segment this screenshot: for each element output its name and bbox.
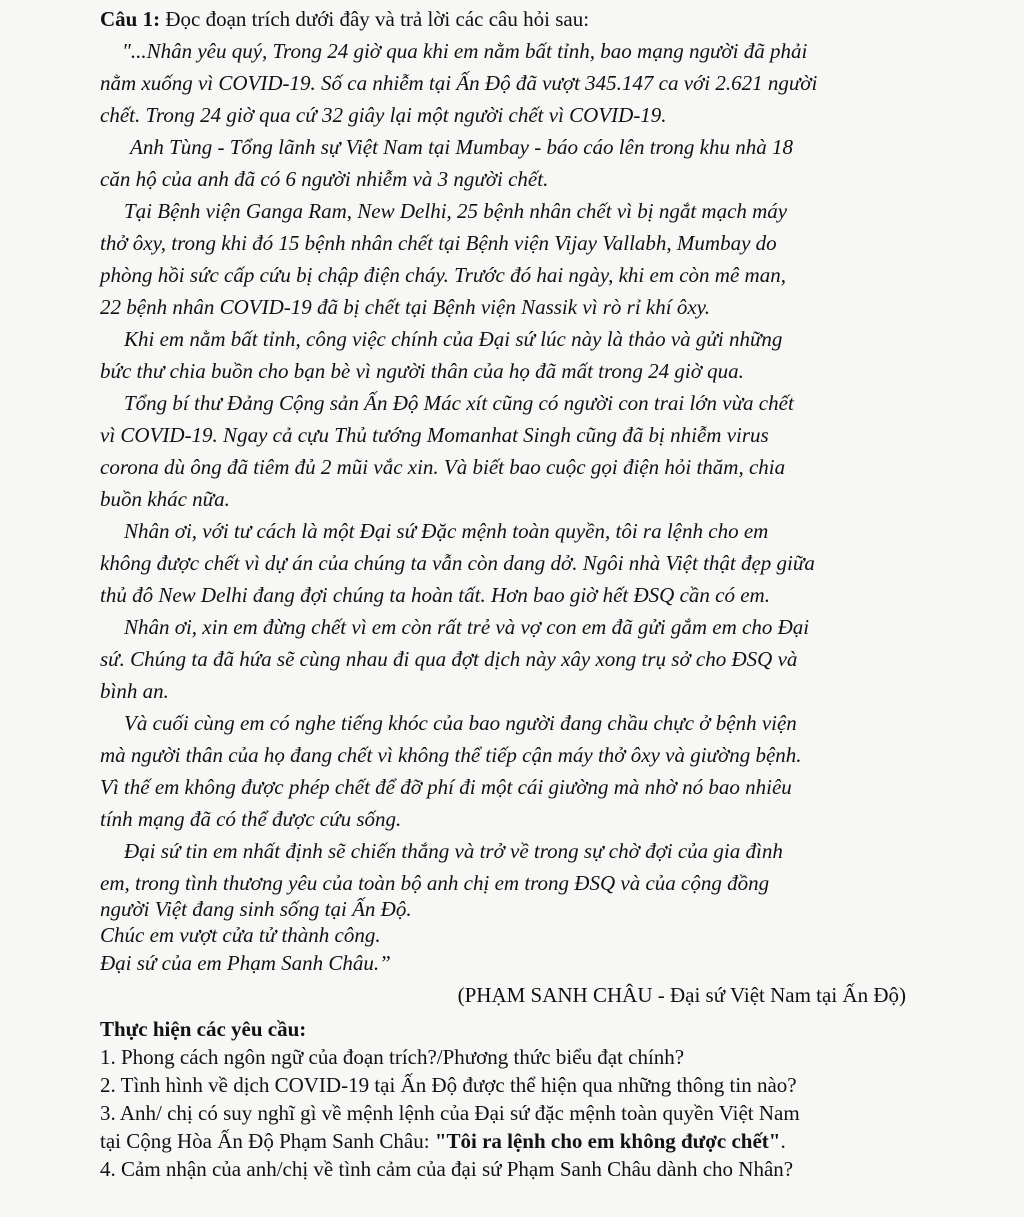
excerpt-line: Tổng bí thư Đảng Cộng sản Ấn Độ Mác xít cũng có người con trai lớn vừa chết — [124, 391, 794, 415]
excerpt-line: tính mạng đã có thể được cứu sống. — [100, 807, 402, 831]
excerpt-line: sứ. Chúng ta đã hứa sẽ cùng nhau đi qua đợt dịch này xây xong trụ sở cho ĐSQ và — [100, 647, 798, 671]
task-line: 1. Phong cách ngôn ngữ của đoạn trích?/Phương thức biểu đạt chính? — [100, 1045, 685, 1069]
question-text: Đọc đoạn trích dưới đây và trả lời các câu hỏi sau: — [160, 7, 590, 31]
task-line: 3. Anh/ chị có suy nghĩ gì về mệnh lệnh của Đại sứ đặc mệnh toàn quyền Việt Nam — [100, 1101, 800, 1125]
excerpt-line: Đại sứ tin em nhất định sẽ chiến thắng và trở về trong sự chờ đợi của gia đình — [124, 839, 783, 863]
excerpt-line: thủ đô New Delhi đang đợi chúng ta hoàn tất. Hơn bao giờ hết ĐSQ cần có em. — [100, 583, 770, 607]
task3-prefix: tại Cộng Hòa Ấn Độ Phạm Sanh Châu: — [100, 1129, 435, 1153]
excerpt-line: corona dù ông đã tiêm đủ 2 mũi vắc xin. Và biết bao cuộc gọi điện hỏi thăm, chia — [100, 455, 786, 479]
excerpt-line: vì COVID-19. Ngay cả cựu Thủ tướng Momanhat Singh cũng đã bị nhiễm virus — [100, 423, 769, 447]
excerpt-line: phòng hồi sức cấp cứu bị chập điện cháy. Trước đó hai ngày, khi em còn mê man, — [100, 263, 786, 287]
excerpt-line: mà người thân của họ đang chết vì không thể tiếp cận máy thở ôxy và giường bệnh. — [100, 743, 802, 767]
document-page — [100, 0, 906, 1217]
excerpt-line: "...Nhân yêu quý, Trong 24 giờ qua khi em nằm bất tỉnh, bao mạng người đã phải — [122, 39, 808, 63]
excerpt-line: buồn khác nữa. — [100, 487, 230, 511]
tasks-heading: Thực hiện các yêu cầu: — [100, 1017, 307, 1041]
excerpt-line: Nhân ơi, xin em đừng chết vì em còn rất trẻ và vợ con em đã gửi gắm em cho Đại — [124, 615, 810, 639]
task-line: 4. Cảm nhận của anh/chị về tình cảm của đại sứ Phạm Sanh Châu dành cho Nhân? — [100, 1157, 794, 1181]
excerpt-line: bình an. — [100, 679, 169, 703]
excerpt-line: Nhân ơi, với tư cách là một Đại sứ Đặc mệnh toàn quyền, tôi ra lệnh cho em — [124, 519, 769, 543]
excerpt-line: Tại Bệnh viện Ganga Ram, New Delhi, 25 bệnh nhân chết vì bị ngắt mạch máy — [124, 199, 788, 223]
question-heading — [100, 6, 589, 32]
excerpt-signature: Đại sứ của em Phạm Sanh Châu.” — [100, 951, 391, 975]
excerpt-line: căn hộ của anh đã có 6 người nhiễm và 3 người chết. — [100, 167, 549, 191]
excerpt-line: chết. Trong 24 giờ qua cứ 32 giây lại một người chết vì COVID-19. — [100, 103, 667, 127]
task-line: 2. Tình hình về dịch COVID-19 tại Ấn Độ được thể hiện qua những thông tin nào? — [100, 1073, 797, 1097]
excerpt-line: em, trong tình thương yêu của toàn bộ anh chị em trong ĐSQ và của cộng đồng — [100, 871, 770, 895]
excerpt-line: người Việt đang sinh sống tại Ấn Độ. — [100, 897, 412, 921]
task3-end: . — [780, 1129, 786, 1153]
excerpt-line: Anh Tùng - Tổng lãnh sự Việt Nam tại Mumbay - báo cáo lên trong khu nhà 18 — [130, 135, 793, 159]
excerpt-line: không được chết vì dự án của chúng ta vẫn còn dang dở. Ngôi nhà Việt thật đẹp giữa — [100, 551, 815, 575]
excerpt-line: thở ôxy, trong khi đó 15 bệnh nhân chết tại Bệnh viện Vijay Vallabh, Mumbay do — [100, 231, 777, 255]
attribution: (PHẠM SANH CHÂU - Đại sứ Việt Nam tại Ấn Độ) — [457, 983, 906, 1007]
task3-quote: "Tôi ra lệnh cho em không được chết" — [434, 1129, 781, 1153]
task-line — [100, 1128, 786, 1154]
excerpt-line: Và cuối cùng em có nghe tiếng khóc của bao người đang chầu chực ở bệnh viện — [124, 711, 797, 735]
excerpt-line: nằm xuống vì COVID-19. Số ca nhiễm tại Ấn Độ đã vượt 345.147 ca với 2.621 người — [100, 71, 818, 95]
excerpt-line: bức thư chia buồn cho bạn bè vì người thân của họ đã mất trong 24 giờ qua. — [100, 359, 744, 383]
excerpt-line: 22 bệnh nhân COVID-19 đã bị chết tại Bệnh viện Nassik vì rò rỉ khí ôxy. — [100, 295, 711, 319]
excerpt-line: Chúc em vượt cửa tử thành công. — [100, 923, 381, 947]
excerpt-line: Khi em nằm bất tỉnh, công việc chính của Đại sứ lúc này là thảo và gửi những — [124, 327, 783, 351]
question-label: Câu 1: — [100, 7, 161, 31]
excerpt-line: Vì thế em không được phép chết để đỡ phí đi một cái giường mà nhờ nó bao nhiêu — [100, 775, 792, 799]
